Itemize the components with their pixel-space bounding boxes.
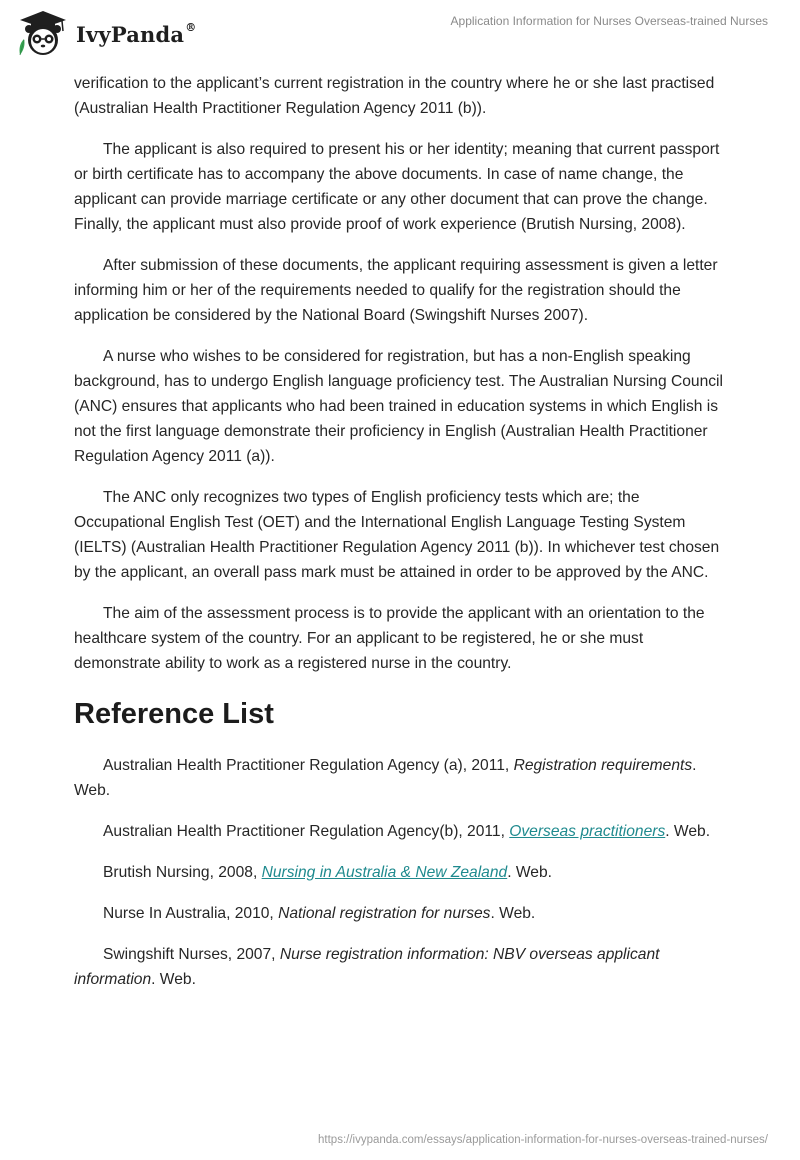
reference-title: National registration for nurses [278,905,491,922]
reference-item: Australian Health Practitioner Regulation Agency(b), 2011, Overseas practitioners. Web. [103,823,711,840]
body-paragraph: A nurse who wishes to be considered for registration, but has a non-English speaking background, has to undergo English language proficiency test. The Australian Nursing Council (ANC) ensures that applicants who had been trained in education systems in which English is not the first language demonstrate their proficiency in English (Australian Health Practitioner Regulation Agency 2011 (a)). [74,348,723,465]
body-paragraph: After submission of these documents, the applicant requiring assessment is given a letter informing him or her of the requirements needed to qualify for the registration should the application be considered by the National Board (Swingshift Nurses 2007). [74,257,718,324]
brand-name: IvyPanda® [76,20,197,47]
essay-content [74,71,724,1008]
reference-title: Registration requirements [513,757,693,774]
reference-item: Australian Health Practitioner Regulation Agency (a), 2011, Registration requirements. Web. [74,757,697,799]
body-paragraph: The aim of the assessment process is to provide the applicant with an orientation to the healthcare system of the country. For an applicant to be registered, he or she must demonstrate ability to work as a registered nurse in the country. [74,605,705,672]
document-title: Application Information for Nurses Overseas-trained Nurses [450,14,768,28]
brand-logo[interactable] [14,9,196,59]
reference-item: Swingshift Nurses, 2007, Nurse registration information: NBV overseas applicant information. Web. [74,946,660,988]
reference-item: Brutish Nursing, 2008, Nursing in Australia & New Zealand. Web. [103,864,552,881]
reference-link[interactable]: Nursing in Australia & New Zealand [261,864,508,881]
reference-item: Nurse In Australia, 2010, National registration for nurses. Web. [103,905,536,922]
reference-list-heading: Reference List [74,698,274,730]
source-url[interactable]: https://ivypanda.com/essays/application-information-for-nurses-overseas-trained-nurses/ [318,1134,768,1146]
reference-title: Nurse registration information: NBV overseas applicant information [74,946,660,988]
reference-link[interactable]: Overseas practitioners [509,823,666,840]
body-paragraph: The applicant is also required to present his or her identity; meaning that current passport or birth certificate has to accompany the above documents. In case of name change, the applicant can provide marriage certificate or any other document that can prove the change. Finally, the applicant must also provide proof of work experience (Brutish Nursing, 2008). [74,141,720,233]
panda-logo-icon [14,9,72,59]
body-paragraph: The ANC only recognizes two types of English proficiency tests which are; the Occupational English Test (OET) and the International English Language Testing System (IELTS) (Australian Health Practitioner Regulation Agency 2011 (b)). In whichever test chosen by the applicant, an overall pass mark must be attained in order to be approved by the ANC. [74,489,720,581]
page-header [0,0,800,70]
body-paragraph: verification to the applicant’s current registration in the country where he or she last practised (Australian Health Practitioner Regulation Agency 2011 (b)). [74,75,715,117]
